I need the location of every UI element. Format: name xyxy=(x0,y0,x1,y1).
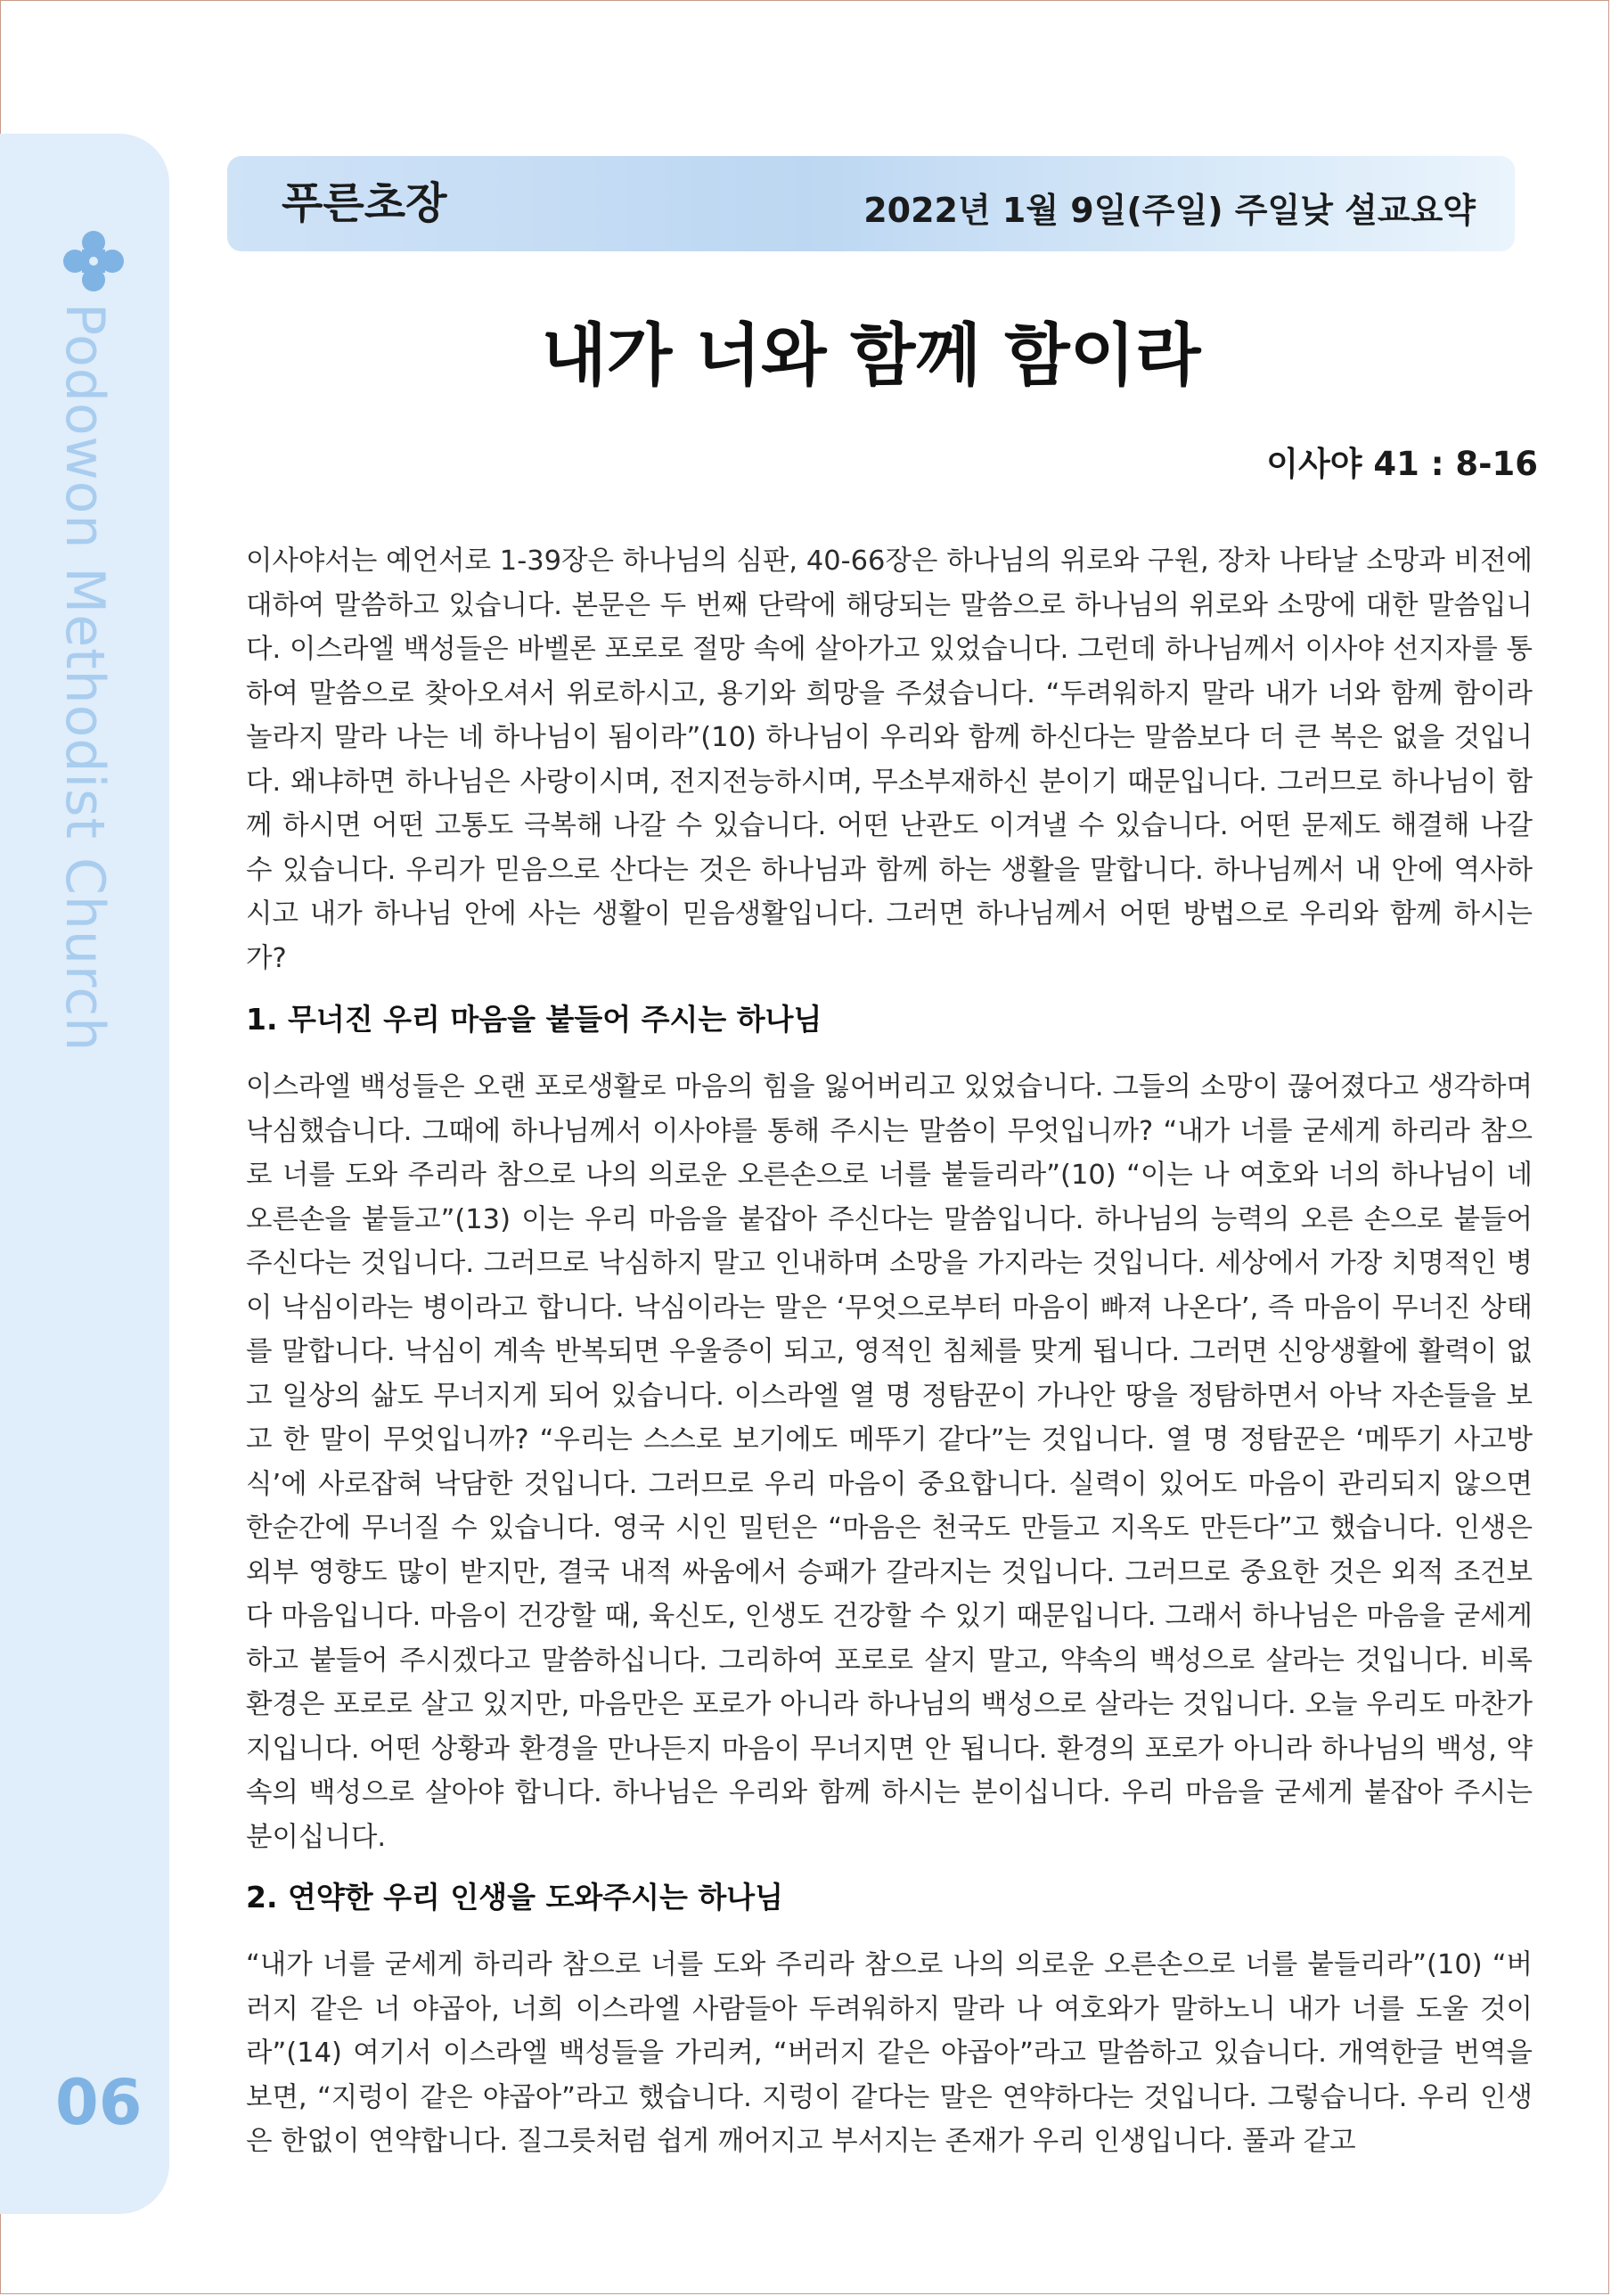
sermon-date: 2022년 1월 9일(주일) 주일낮 설교요약 xyxy=(863,191,1476,230)
section-1-heading: 1. 무너진 우리 마음을 붙들어 주시는 하나님 xyxy=(246,1002,822,1037)
church-name-vertical: Podowon Methodist Church xyxy=(53,303,116,1053)
section-2-body: “내가 너를 굳세게 하리라 참으로 너를 도와 주리라 참으로 나의 의로운 오른손으로 너를 붙들리라”(10) “버러지 같은 너 야곱아, 너희 이스라엘 사람들아 두려워하지 말라 나 여호와가 말하노니 내가 너를 도울 것이라”(14) 여기서 이스라엘 백성들을 가리켜, “버러지 같은 야곱아”라고 말씀하고 있습니다. 개역한글 번역을 보면, “지렁이 같은 야곱아”라고 했습니다. 지렁이 같다는 말은 연약하다는 것입니다. 그렇습니다. 우리 인생은 한없이 연약합니다. 질그릇처럼 쉽게 깨어지고 부서지는 존재가 우리 인생입니다. 풀과 같고 xyxy=(246,1949,1533,2157)
section-1-body: 이스라엘 백성들은 오랜 포로생활로 마음의 힘을 잃어버리고 있었습니다. 그들의 소망이 끊어졌다고 생각하며 낙심했습니다. 그때에 하나님께서 이사야를 통해 주시는 말씀이 무엇입니까? “내가 너를 굳세게 하리라 참으로 너를 도와 주리라 참으로 나의 의로운 오른손으로 너를 붙들리라”(10) “이는 나 여호와 너의 하나님이 네 오른손을 붙들고”(13) 이는 우리 마음을 붙잡아 주신다는 말씀입니다. 하나님의 능력의 오른 손으로 붙들어 주신다는 것입니다. 그러므로 낙심하지 말고 인내하며 소망을 가지라는 것입니다. 세상에서 가장 치명적인 병이 낙심이라는 병이라고 합니다. 낙심이라는 말은 ‘무엇으로부터 마음이 빠져 나온다’, 즉 마음이 무너진 상태를 말합니다. 낙심이 계속 반복되면 우울증이 되고, 영적인 침체를 맞게 됩니다. 그러면 신앙생활에 활력이 없고 일상의 삶도 무너지게 되어 있습니다. 이스라엘 열 명 정탐꾼이 가나안 땅을 정탐하면서 아낙 자손들을 보고 한 말이 무엇입니까? “우리는 스스로 보기에도 메뚜기 같다”는 것입니다. 열 명 정탐꾼은 ‘메뚜기 사고방식’에 사로잡혀 낙담한 것입니다. 그러므로 우리 마음이 중요합니다. 실력이 있어도 마음이 관리되지 않으면 한순간에 무너질 수 있습니다. 영국 시인 밀턴은 “마음은 천국도 만들고 지옥도 만든다”고 했습니다. 인생은 외부 영향도 많이 받지만, 결국 내적 싸움에서 승패가 갈라지는 것입니다. 그러므로 중요한 것은 외적 조건보다 마음입니다. 마음이 건강할 때, 육신도, 인생도 건강할 수 있기 때문입니다. 그래서 하나님은 마음을 굳세게 하고 붙들어 주시겠다고 말씀하십니다. 그리하여 포로로 살지 말고, 약속의 백성으로 살라는 것입니다. 비록 환경은 포로로 살고 있지만, 마음만은 포로가 아니라 하나님의 백성으로 살라는 것입니다. 오늘 우리도 마찬가지입니다. 어떤 상황과 환경을 만나든지 마음이 무너지면 안 됩니다. 환경의 포로가 아니라 하나님의 백성, 약속의 백성으로 살아야 합니다. 하나님은 우리와 함께 하시는 분이십니다. 우리 마음을 굳세게 붙잡아 주시는 분이십니다. xyxy=(246,1071,1533,1853)
intro-paragraph: 이사야서는 예언서로 1-39장은 하나님의 심판, 40-66장은 하나님의 위로와 구원, 장차 나타날 소망과 비전에 대하여 말씀하고 있습니다. 본문은 두 번째 단락에 해당되는 말씀으로 하나님의 위로와 소망에 대한 말씀입니다. 이스라엘 백성들은 바벨론 포로로 절망 속에 살아가고 있었습니다. 그런데 하나님께서 이사야 선지자를 통하여 말씀으로 찾아오셔서 위로하시고, 용기와 희망을 주셨습니다. “두려워하지 말라 내가 너와 함께 함이라 놀라지 말라 나는 네 하나님이 됨이라”(10) 하나님이 우리와 함께 하신다는 말씀보다 더 큰 복은 없을 것입니다. 왜냐하면 하나님은 사랑이시며, 전지전능하시며, 무소부재하신 분이기 때문입니다. 그러므로 하나님이 함께 하시면 어떤 고통도 극복해 나갈 수 있습니다. 어떤 난관도 이겨낼 수 있습니다. 어떤 문제도 해결해 나갈 수 있습니다. 우리가 믿음으로 산다는 것은 하나님과 함께 하는 생활을 말합니다. 하나님께서 내 안에 역사하시고 내가 하나님 안에 사는 생활이 믿음생활입니다. 그러면 하나님께서 어떤 방법으로 우리와 함께 하시는가? xyxy=(246,545,1533,974)
section-2-heading: 2. 연약한 우리 인생을 도와주시는 하나님 xyxy=(246,1880,783,1915)
series-title: 푸른초장 xyxy=(282,178,447,228)
scripture-reference: 이사야 41 : 8-16 xyxy=(1266,445,1538,483)
page-number: 06 xyxy=(55,2066,143,2139)
clover-cross-icon xyxy=(62,230,125,292)
sermon-title: 내가 너와 함께 함이라 xyxy=(541,316,1201,395)
